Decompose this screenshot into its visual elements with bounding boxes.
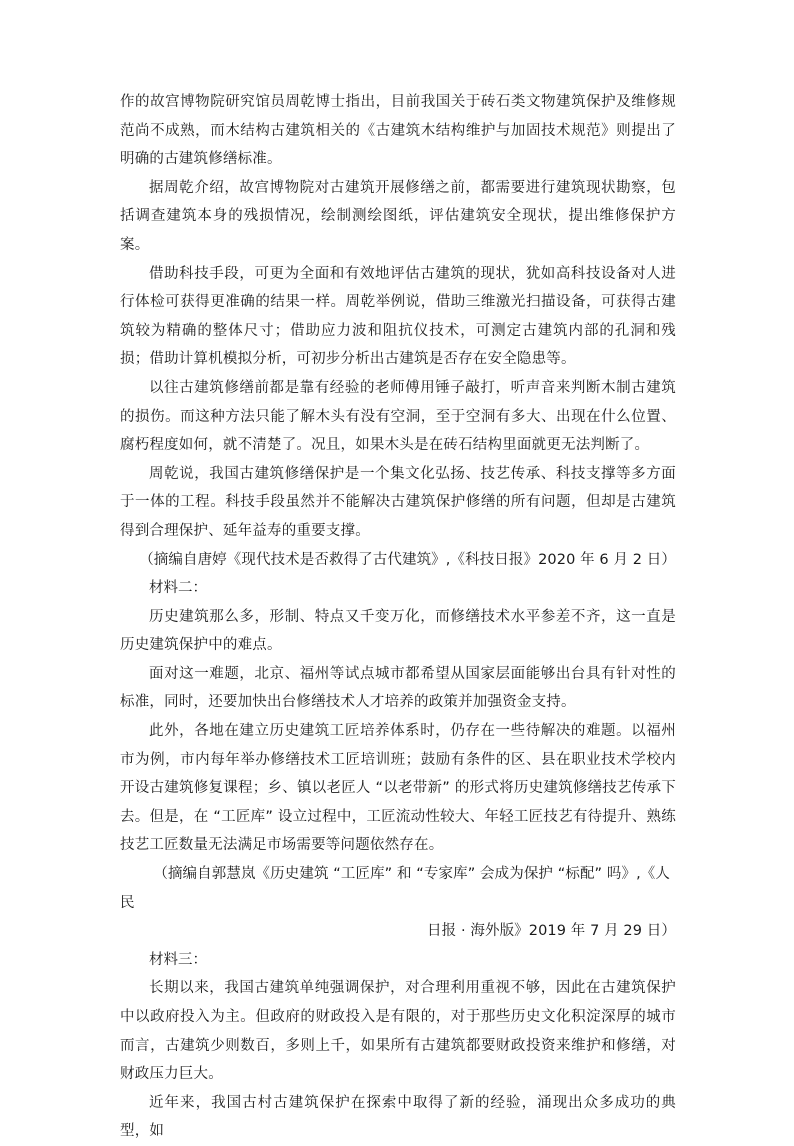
paragraph: 作的故宫博物院研究馆员周乾博士指出，目前我国关于砖石类文物建筑保护及维修规范尚不成熟，而木结构古建筑相关的《古建筑木结构维护与加固技术规范》则提出了明确的古建筑修缮标准。 xyxy=(120,94,676,168)
paragraph: 以往古建筑修缮前都是靠有经验的老师傅用锤子敲打，听声音来判断木制古建筑的损伤。而这种方法只能了解木头有没有空洞，至于空洞有多大、出现在什么位置、腐朽程度如何，就不清楚了。况且，如果木头是在砖石结构里面就更无法判断了。 xyxy=(120,379,676,454)
paragraph: 历史建筑那么多，形制、特点又千变万化，而修缮技术水平参差不齐，这一直是历史建筑保护中的难点。 xyxy=(120,608,676,654)
paragraph: 长期以来，我国古建筑单纯强调保护，对合理利用重视不够，因此在古建筑保护中以政府投入为主。但政府的财政投入是有限的，对于那些历史文化积淀深厚的城市而言，古建筑少则数百，多则上千，如果所有古建筑都要财政投资来维护和修缮，对财政压力巨大。 xyxy=(120,980,676,1083)
section-heading: 材料二： xyxy=(149,580,207,597)
paragraph: 据周乾介绍，故宫博物院对古建筑开展修缮之前，都需要进行建筑现状勘察，包括调查建筑本身的残损情况，绘制测绘图纸，评估建筑安全现状，提出维修保护方案。 xyxy=(120,179,676,253)
source-citation: （摘编自唐婷《现代技术是否救得了古代建筑》,《科技日报》2020 年 6 月 2 日） xyxy=(139,551,676,568)
source-citation-continued: 日报 · 海外版》2019 年 7 月 29 日） xyxy=(427,923,676,940)
paragraph: 此外，各地在建立历史建筑工匠培养体系时，仍存在一些待解决的难题。以福州市为例，市内每年举办修缮技术工匠培训班；鼓励有条件的区、县在职业技术学校内开设古建筑修复课程；乡、镇以老匠人 “以老带新” 的形式将历史建筑修缮技艺传承下去。但是，在 “工匠库” 设立过程中，工匠流动性较大、年轻工匠技艺有待提升、熟练技艺工匠数量无法满足市场需要等问题依然存在。 xyxy=(120,723,676,854)
paragraph: 面对这一难题，北京、福州等试点城市都希望从国家层面能够出台具有针对性的标准，同时，还要加快出台修缮技术人才培养的政策并加强资金支持。 xyxy=(120,665,676,711)
section-heading: 材料三： xyxy=(149,951,207,968)
paragraph: 近年来，我国古村古建筑保护在探索中取得了新的经验，涌现出众多成功的典型，如 xyxy=(120,1094,676,1140)
document-page xyxy=(120,88,676,1146)
paragraph: 借助科技手段，可更为全面和有效地评估古建筑的现状，犹如高科技设备对人进行体检可获得更准确的结果一样。周乾举例说，借助三维激光扫描设备，可获得古建筑较为精确的整体尺寸；借助应力波和阻抗仪技术，可测定古建筑内部的孔洞和残损；借助计算机模拟分析，可初步分析出古建筑是否存在安全隐患等。 xyxy=(120,265,676,368)
paragraph: 周乾说，我国古建筑修缮保护是一个集文化弘扬、技艺传承、科技支撑等多方面于一体的工程。科技手段虽然并不能解决古建筑保护修缮的所有问题，但却是古建筑得到合理保护、延年益寿的重要支撑。 xyxy=(120,465,676,539)
source-citation: （摘编自郭慧岚《历史建筑 “工匠库” 和 “专家库” 会成为保护 “标配” 吗》,《人民 xyxy=(120,866,670,911)
